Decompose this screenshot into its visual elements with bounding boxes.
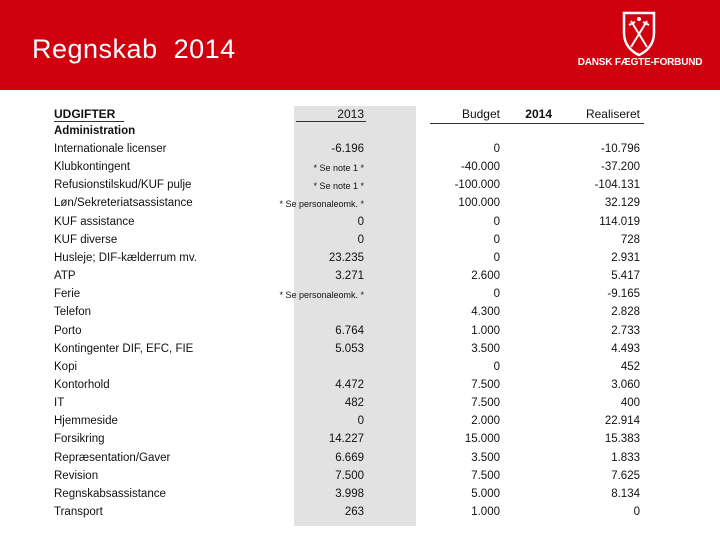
value-2013: 0 [357, 215, 364, 228]
row-label: Refusionstilskud/KUF pulje [54, 179, 192, 192]
value-2013: 263 [344, 506, 364, 518]
table-row [48, 415, 652, 433]
value-2013: -6.196 [331, 143, 364, 155]
value-2013: * Se note 1 * [313, 181, 364, 192]
value-budget-2014: -40.000 [460, 161, 500, 174]
table-row [48, 161, 652, 179]
value-budget-2014: 7.500 [471, 469, 500, 482]
section-header-underline [54, 121, 124, 122]
value-budget-2014: 0 [493, 215, 500, 228]
value-2013: 6.669 [335, 451, 364, 464]
table-row [48, 252, 652, 270]
value-realiseret-2014: 114.019 [599, 215, 640, 228]
value-realiseret-2014: 8.134 [611, 487, 640, 500]
value-budget-2014: 2.000 [471, 415, 500, 428]
table-row [48, 306, 652, 324]
group-row-administration [48, 125, 652, 143]
value-realiseret-2014: 728 [620, 233, 640, 246]
row-label: Husleje; DIF-kælderrum mv. [54, 251, 197, 264]
value-realiseret-2014: 2.931 [611, 251, 640, 264]
table-row [48, 452, 652, 470]
table-row [48, 216, 652, 234]
value-realiseret-2014: 5.417 [611, 270, 640, 283]
value-realiseret-2014: -10.796 [600, 143, 640, 155]
value-realiseret-2014: 2.733 [611, 324, 640, 337]
value-2013: * Se personaleomk. * [279, 290, 364, 301]
value-budget-2014: 3.500 [471, 451, 500, 464]
slide-header [0, 0, 720, 90]
value-budget-2014: 7.500 [471, 378, 500, 391]
row-label: Løn/Sekreteriatsassistance [54, 197, 193, 210]
row-label: Kontorhold [54, 378, 110, 391]
row-label: KUF assistance [54, 215, 135, 228]
value-budget-2014: 5.000 [471, 487, 500, 500]
table-row [48, 433, 652, 451]
value-2013: * Se note 1 * [313, 163, 364, 174]
table-row [48, 143, 652, 161]
row-label: Porto [54, 324, 82, 337]
value-budget-2014: 100.000 [458, 197, 500, 210]
value-2013: 3.271 [335, 270, 364, 283]
value-realiseret-2014: 32.129 [604, 197, 640, 210]
value-realiseret-2014: -9.165 [607, 288, 640, 301]
value-budget-2014: 3.500 [471, 342, 500, 355]
value-2013: 7.500 [335, 469, 364, 482]
table-row [48, 270, 652, 288]
budget-header-underline [430, 123, 644, 124]
column-header-2013: 2013 [337, 107, 364, 121]
value-2013: 23.235 [328, 251, 364, 264]
row-label: Transport [54, 506, 103, 518]
table-row [48, 470, 652, 488]
value-realiseret-2014: 400 [620, 397, 640, 410]
table-row [48, 343, 652, 361]
row-label: Telefon [54, 306, 92, 319]
value-realiseret-2014: 3.060 [611, 378, 640, 391]
row-label: Kopi [54, 360, 78, 373]
table-row [48, 325, 652, 343]
slide-title: Regnskab 2014 [32, 34, 236, 64]
value-budget-2014: 1.000 [471, 506, 500, 518]
column-2013-underline [296, 121, 366, 122]
table-row [48, 488, 652, 506]
federation-shield-icon [618, 9, 660, 57]
table-row [48, 506, 652, 524]
value-budget-2014: 0 [493, 288, 500, 301]
value-budget-2014: 0 [493, 360, 500, 373]
table-row [48, 288, 652, 306]
value-2013: 14.227 [328, 433, 364, 446]
table-row [48, 179, 652, 197]
column-header-realiseret: Realiseret [585, 107, 640, 121]
value-realiseret-2014: 15.383 [604, 433, 640, 446]
value-2013: 6.764 [335, 324, 364, 337]
row-label: Revision [54, 469, 99, 482]
row-label: ATP [54, 270, 76, 283]
value-budget-2014: 0 [493, 251, 500, 264]
value-realiseret-2014: 7.625 [611, 469, 640, 482]
column-header-2014: 2014 [525, 107, 552, 121]
column-header-budget: Budget [461, 107, 500, 121]
federation-logo-text: DANSK FÆGTE-FORBUND [577, 57, 703, 68]
value-2013: * Se personaleomk. * [279, 199, 364, 210]
row-label: Klubkontingent [54, 161, 131, 174]
value-budget-2014: 1.000 [471, 324, 500, 337]
value-realiseret-2014: 452 [620, 360, 640, 373]
table-row [48, 234, 652, 252]
budget-table [48, 98, 652, 528]
value-2013: 0 [357, 415, 364, 428]
row-label: KUF diverse [54, 233, 118, 246]
value-budget-2014: 15.000 [464, 433, 500, 446]
value-2013: 5.053 [335, 342, 364, 355]
value-2013: 4.472 [335, 378, 364, 391]
section-header-udgifter: UDGIFTER [54, 107, 116, 121]
value-2013: 0 [357, 233, 364, 246]
value-budget-2014: 4.300 [471, 306, 500, 319]
value-2013: 3.998 [335, 487, 364, 500]
value-realiseret-2014: 22.914 [604, 415, 640, 428]
value-realiseret-2014: -104.131 [594, 179, 640, 192]
value-budget-2014: 7.500 [471, 397, 500, 410]
value-realiseret-2014: -37.200 [600, 161, 640, 174]
value-budget-2014: 0 [493, 233, 500, 246]
value-realiseret-2014: 1.833 [611, 451, 640, 464]
table-row [48, 197, 652, 215]
row-label: Forsikring [54, 433, 105, 446]
value-budget-2014: 0 [493, 143, 500, 155]
value-2013: 482 [344, 397, 364, 410]
row-label: Kontingenter DIF, EFC, FIE [54, 342, 194, 355]
row-label: Ferie [54, 288, 81, 301]
table-row [48, 379, 652, 397]
value-budget-2014: 2.600 [471, 270, 500, 283]
value-budget-2014: -100.000 [454, 179, 500, 192]
value-realiseret-2014: 4.493 [611, 342, 640, 355]
row-label: Repræsentation/Gaver [54, 451, 171, 464]
table-row [48, 361, 652, 379]
row-label: Regnskabsassistance [54, 487, 166, 500]
value-realiseret-2014: 2.828 [611, 306, 640, 319]
group-title: Administration [54, 125, 136, 137]
row-label: IT [54, 397, 65, 410]
value-realiseret-2014: 0 [633, 506, 640, 518]
row-label: Hjemmeside [54, 415, 118, 428]
table-row [48, 397, 652, 415]
row-label: Internationale licenser [54, 143, 167, 155]
